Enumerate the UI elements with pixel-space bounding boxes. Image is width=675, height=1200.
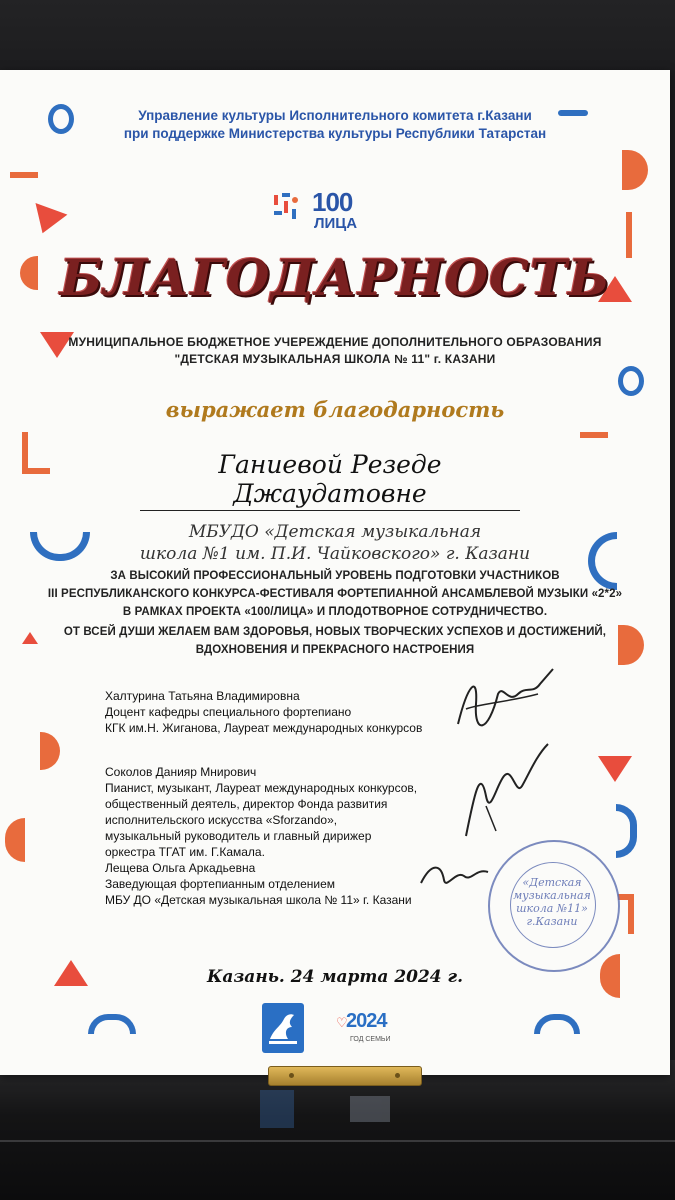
signatory-title: Пианист, музыкант, Лауреат международных конкурсов, xyxy=(105,781,418,795)
organization-line-2: "ДЕТСКАЯ МУЗЫКАЛЬНАЯ ШКОЛА № 11" г. КАЗАНИ xyxy=(174,352,496,366)
triangle-shape-icon xyxy=(598,756,632,782)
signatory-title: Заведующая фортепианным отделением xyxy=(105,877,335,891)
arc-shape-icon xyxy=(534,1014,580,1034)
body-line: ЗА ВЫСОКИЙ ПРОФЕССИОНАЛЬНЫЙ УРОВЕНЬ ПОДГОТОВКИ УЧАСТНИКОВ xyxy=(110,570,560,582)
year-caption: ГОД СЕМЬИ xyxy=(350,1036,391,1043)
l-shape-icon xyxy=(22,432,50,474)
body-line: ОТ ВСЕЙ ДУШИ ЖЕЛАЕМ ВАМ ЗДОРОВЬЯ, НОВЫХ ТВОРЧЕСКИХ УСПЕХОВ И ДОСТИЖЕНИЙ, xyxy=(63,626,607,638)
year-of-family-badge xyxy=(336,1006,396,1054)
body-line: В РАМКАХ ПРОЕКТА «100/ЛИЦА» И ПЛОДОТВОРНОЕ СОТРУДНИЧЕСТВО. xyxy=(122,606,548,618)
issue-date: Казань. 24 марта 2024 г. xyxy=(206,967,464,987)
recipient-school-line-2: школа №1 им. П.И. Чайковского» г. Казани xyxy=(139,544,531,564)
signatory-name: Халтурина Татьяна Владимировна xyxy=(105,689,300,703)
paper-clip-holder xyxy=(268,1066,422,1086)
digit-one-shape-icon xyxy=(628,894,634,934)
organization-line-1: МУНИЦИПАЛЬНОЕ БЮДЖЕТНОЕ УЧЕРЕЖДЕНИЕ ДОПОЛНИТЕЛЬНОГО ОБРАЗОВАНИЯ xyxy=(68,335,602,349)
bar-shape-icon xyxy=(10,172,38,178)
body-line: ВДОХНОВЕНИЯ И ПРЕКРАСНОГО НАСТРОЕНИЯ xyxy=(195,644,475,656)
heart-icon: ♡ xyxy=(336,1015,348,1030)
school-stamp xyxy=(488,840,620,972)
expresses-gratitude: выражает благодарность xyxy=(165,397,505,422)
signatory-1 xyxy=(105,688,422,736)
signatory-3 xyxy=(105,860,412,908)
bar-shape-icon xyxy=(580,432,608,438)
signatory-title: Доцент кафедры специального фортепиано xyxy=(105,705,352,719)
stamp-text: г.Казани xyxy=(526,915,578,928)
ring-shape-icon xyxy=(618,366,644,396)
signatory-title: оркестра ТГАТ им. Г.Камала. xyxy=(105,845,265,859)
signatory-title: КГК им.Н. Жиганова, Лауреат международных конкурсов xyxy=(105,721,423,735)
triangle-shape-icon xyxy=(27,203,68,239)
signature-1 xyxy=(448,664,558,734)
stamp-text: «Детская xyxy=(522,876,582,889)
signatory-name: Лещева Ольга Аркадьевна xyxy=(105,861,256,875)
signatory-title: МБУ ДО «Детская музыкальная школа № 11» г. Казани xyxy=(105,893,412,907)
body-line: III РЕСПУБЛИКАНСКОГО КОНКУРСА-ФЕСТИВАЛЯ ФОРТЕПИАННОЙ АНСАМБЛЕВОЙ МУЗЫКИ «2*2» xyxy=(47,588,623,600)
certificate-paper xyxy=(0,70,670,1075)
c-shape-icon xyxy=(616,804,637,858)
signature-2 xyxy=(456,736,556,846)
signatory-title: музыкальный руководитель и главный дирижер xyxy=(105,829,372,843)
recipient-name: Ганиевой Резеде Джаудатовне xyxy=(140,450,520,511)
signature-3 xyxy=(416,858,496,898)
signatory-name: Соколов Данияр Мнирович xyxy=(105,765,257,779)
stamp-text: школа №11» xyxy=(516,902,588,915)
signatory-title: исполнительского искусства «Sforzando», xyxy=(105,813,338,827)
half-circle-shape-icon xyxy=(622,150,648,190)
header-line-2: при поддержке Министерства культуры Республики Татарстан xyxy=(123,126,547,141)
project-logo xyxy=(270,187,380,235)
certificate-title: БЛАГОДАРНОСТЬ xyxy=(59,248,611,307)
recipient-school-line-1: МБУДО «Детская музыкальная xyxy=(188,522,482,542)
kazan-emblem-icon xyxy=(262,1003,304,1053)
header-line-1: Управление культуры Исполнительного комитета г.Казани xyxy=(138,108,532,123)
logo-number: 100 xyxy=(312,187,353,217)
half-circle-shape-icon xyxy=(40,732,60,770)
logo-mark-icon xyxy=(270,191,306,227)
logo-word: ЛИЦА xyxy=(314,215,358,232)
piano-edge xyxy=(0,1140,675,1142)
arc-shape-icon xyxy=(88,1014,136,1034)
year-number: 2024 xyxy=(346,1010,387,1032)
signatory-2 xyxy=(105,764,417,860)
stamp-text: музыкальная xyxy=(513,889,591,902)
paper-reflection xyxy=(250,1090,410,1130)
signatory-title: общественный деятель, директор Фонда развития xyxy=(105,797,388,811)
half-circle-shape-icon xyxy=(5,818,25,862)
